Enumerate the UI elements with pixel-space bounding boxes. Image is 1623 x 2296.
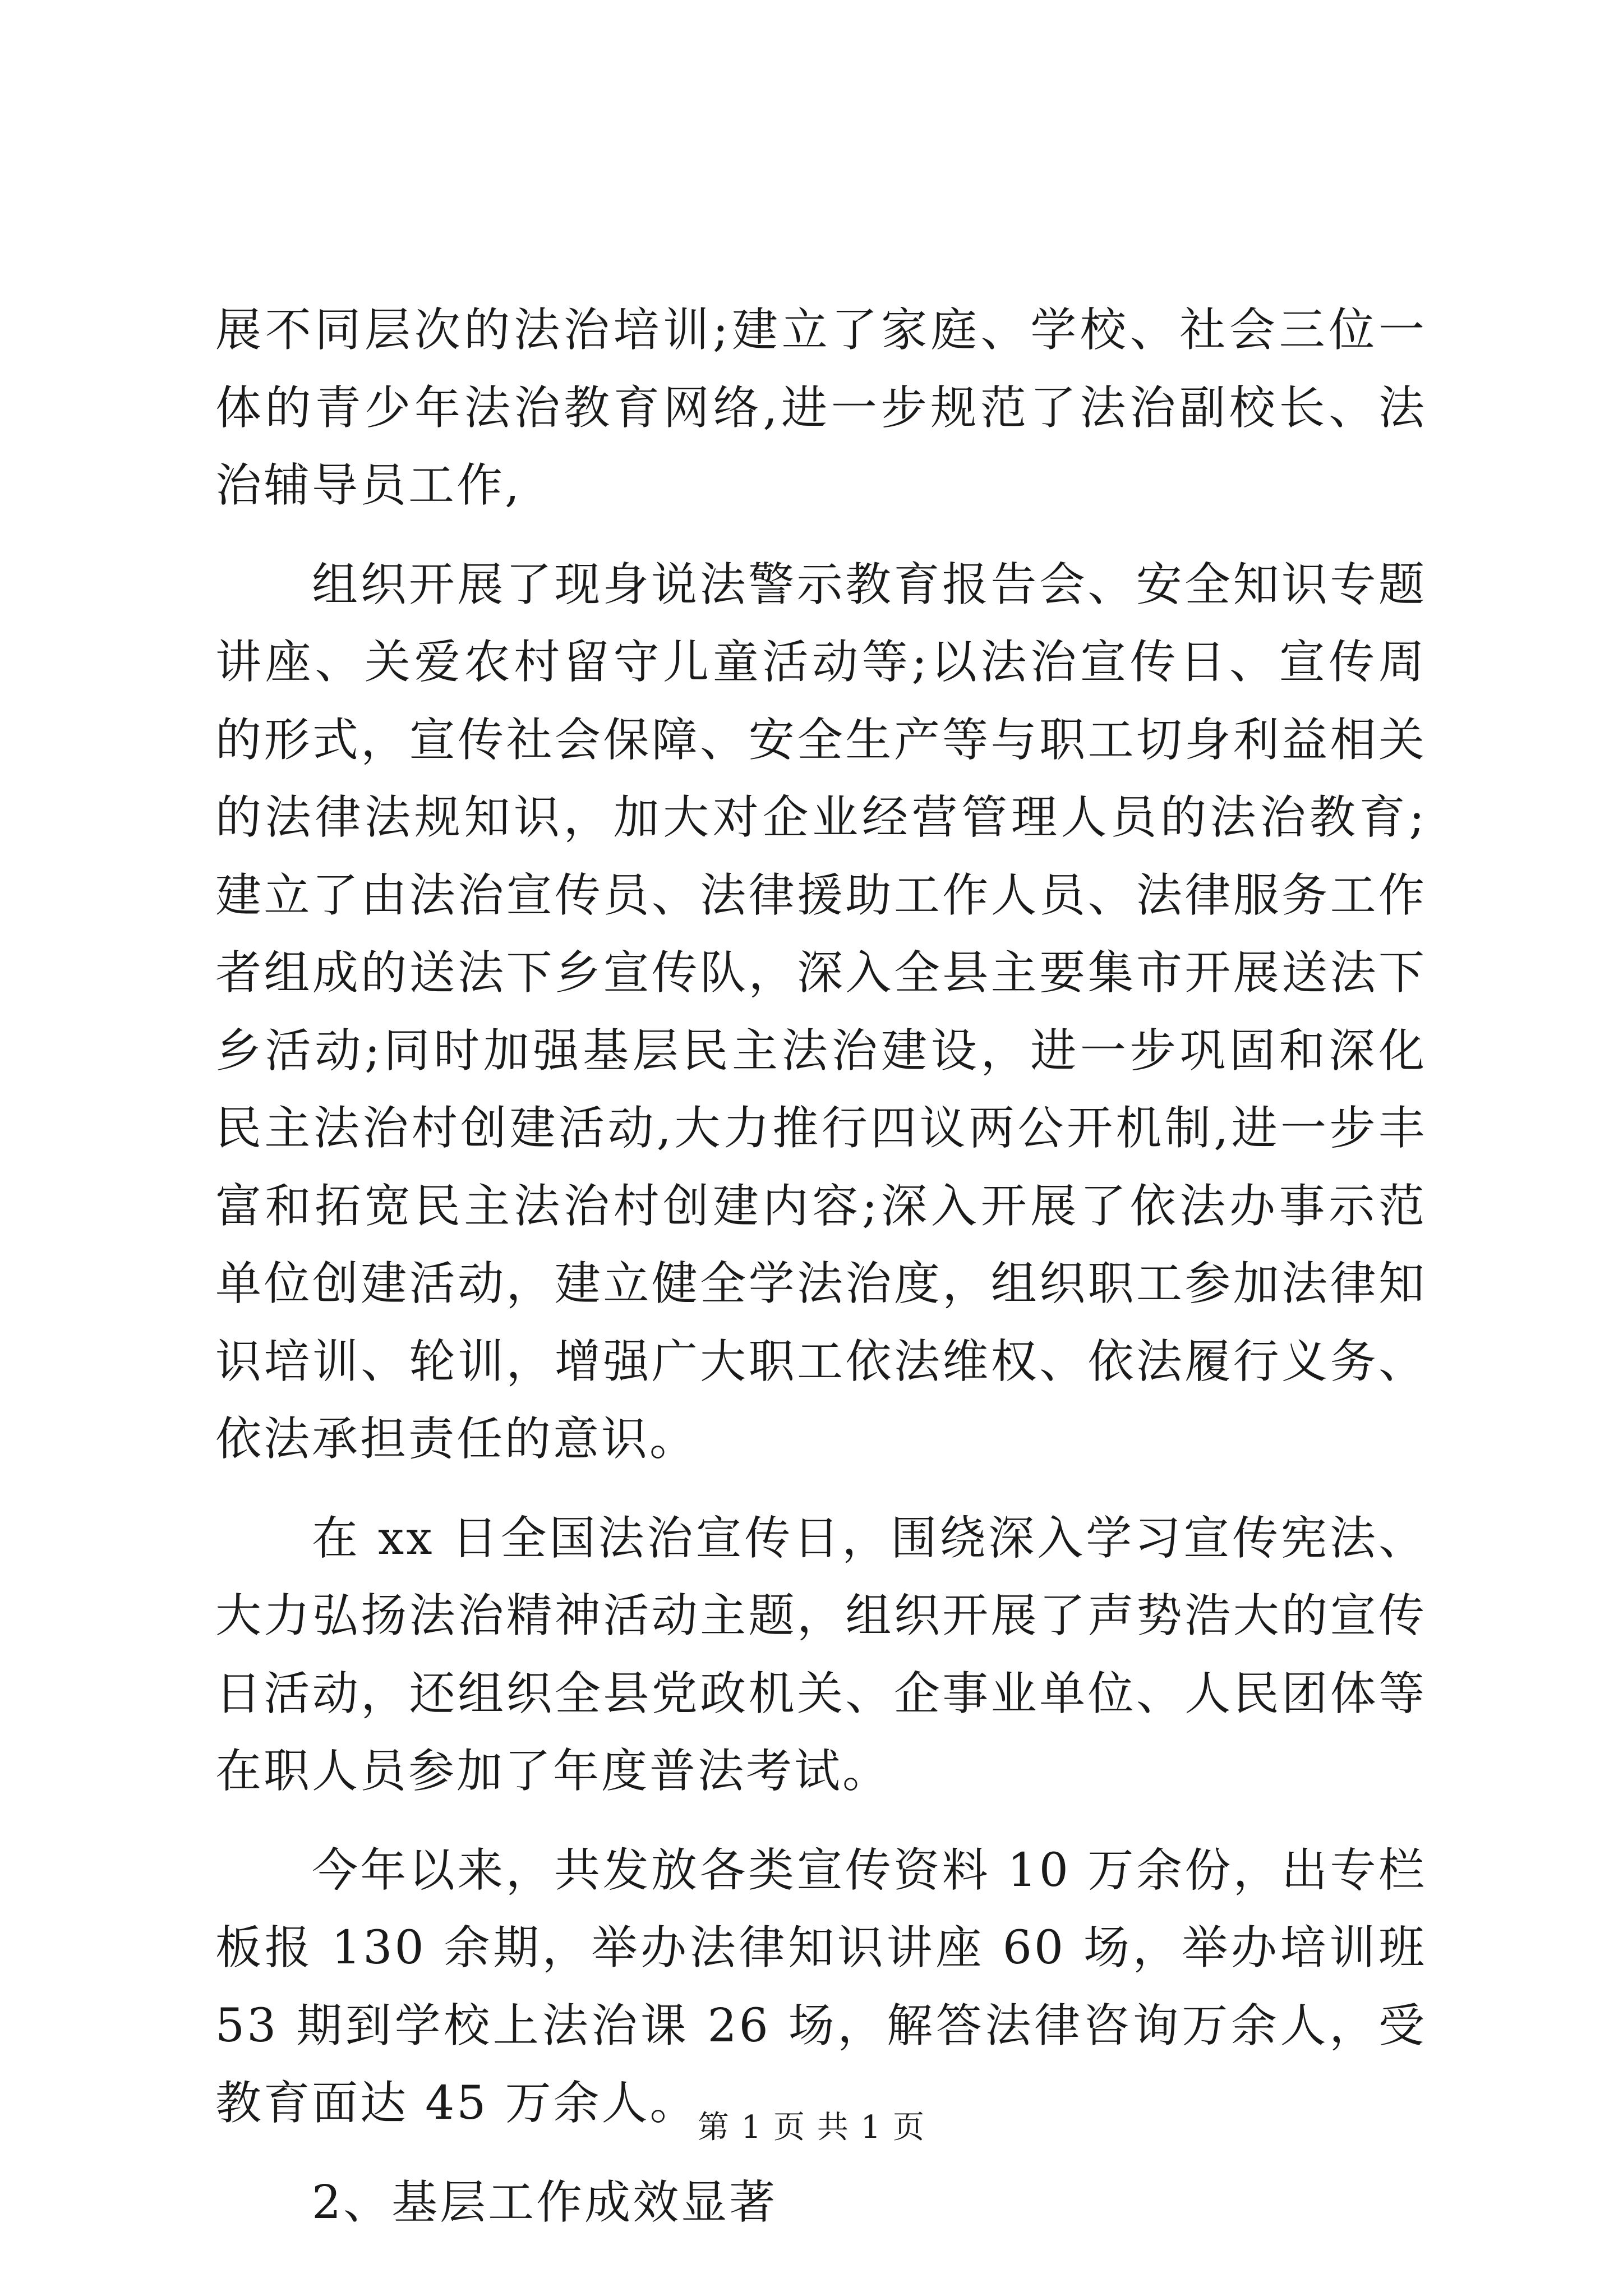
document-body — [215, 292, 1427, 2263]
paragraph-1: 展不同层次的法治培训;建立了家庭、学校、社会三位一体的青少年法治教育网络,进一步规范了法治副校长、法治辅导员工作, — [215, 303, 1427, 512]
page-footer — [0, 2102, 1623, 2147]
page-number-label: 第 1 页 共 1 页 — [697, 2109, 926, 2146]
paragraph-2: 组织开展了现身说法警示教育报告会、安全知识专题讲座、关爱农村留守儿童活动等;以法治宣传日、宣传周的形式，宣传社会保障、安全生产等与职工切身利益相关的法律法规知识，加大对企业经营管理人员的法治教育;建立了由法治宣传员、法律援助工作人员、法律服务工作者组成的送法下乡宣传队，深入全县主要集市开展送法下乡活动;同时加强基层民主法治建设，进一步巩固和深化民主法治村创建活动,大力推行四议两公开机制,进一步丰富和拓宽民主法治村创建内容;深入开展了依法办事示范单位创建活动，建立健全学法治度，组织职工参加法律知识培训、轮训，增强广大职工依法维权、依法履行义务、依法承担责任的意识。 — [215, 558, 1427, 1466]
section-heading: 2、基层工作成效显著 — [312, 2175, 778, 2229]
paragraph-4: 今年以来，共发放各类宣传资料 10 万余份，出专栏板报 130 余期，举办法律知识讲座 60 场，举办培训班 53 期到学校上法治课 26 场，解答法律咨询万余人，受教育面达 45 万余人。 — [215, 1843, 1427, 2130]
paragraph-3: 在 xx 日全国法治宣传日，围绕深入学习宣传宪法、大力弘扬法治精神活动主题，组织开展了声势浩大的宣传日活动，还组织全县党政机关、企事业单位、人民团体等在职人员参加了年度普法考试。 — [215, 1511, 1427, 1798]
